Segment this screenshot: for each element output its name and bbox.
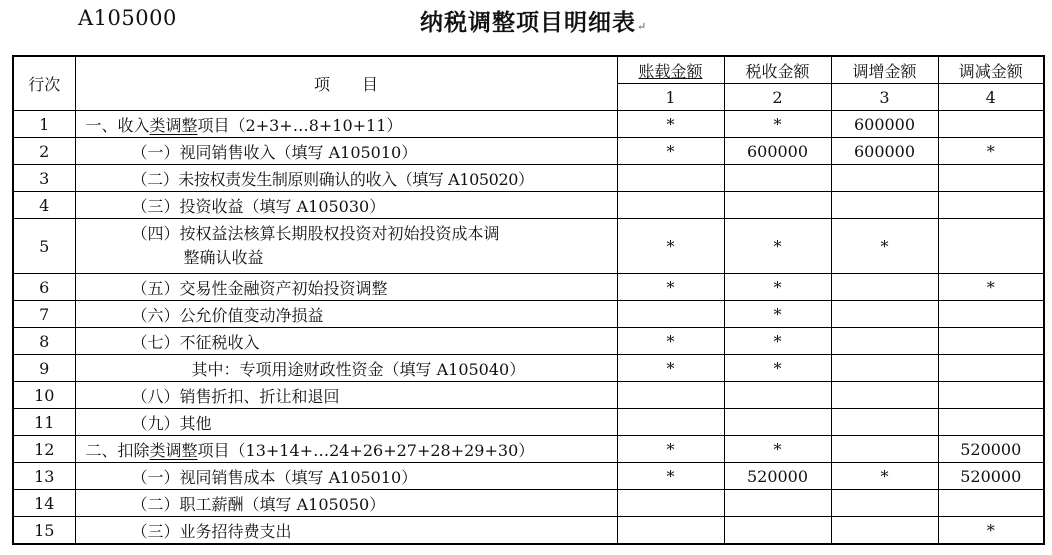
row-item: （六）公允价值变动净损益 xyxy=(75,301,617,328)
row-item-line1: （四）按权益法核算长期股权投资对初始投资成本调 xyxy=(131,224,500,243)
cell-book: * xyxy=(617,463,724,490)
col-header-row-no: 行次 xyxy=(13,56,75,111)
cell-tax xyxy=(724,517,831,545)
cell-book xyxy=(617,490,724,517)
col-number-decrease: 4 xyxy=(938,84,1044,111)
col-header-increase: 调增金额 xyxy=(831,56,938,84)
cell-decrease xyxy=(938,382,1044,409)
cell-book xyxy=(617,517,724,545)
cell-book xyxy=(617,301,724,328)
row-item-underlined: 类调整 xyxy=(149,115,198,135)
header-row xyxy=(13,56,1044,84)
table-row xyxy=(13,219,1044,274)
row-number: 11 xyxy=(13,409,75,436)
cell-tax: 520000 xyxy=(724,463,831,490)
cell-book: * xyxy=(617,219,724,274)
cell-increase xyxy=(831,165,938,192)
row-number: 7 xyxy=(13,301,75,328)
row-item: （二）未按权责发生制原则确认的收入（填写 A105020） xyxy=(75,165,617,192)
cell-increase xyxy=(831,409,938,436)
table-row xyxy=(13,517,1044,545)
row-item-text: 一、收入 xyxy=(85,115,150,135)
cell-book: * xyxy=(617,355,724,382)
cell-increase xyxy=(831,382,938,409)
row-number: 1 xyxy=(13,111,75,138)
row-item xyxy=(75,219,617,274)
cell-book xyxy=(617,165,724,192)
table-row xyxy=(13,463,1044,490)
cell-decrease xyxy=(938,192,1044,219)
cell-decrease: * xyxy=(938,138,1044,165)
row-number: 10 xyxy=(13,382,75,409)
col-header-decrease: 调减金额 xyxy=(938,56,1044,84)
col-number-tax: 2 xyxy=(724,84,831,111)
row-item: （九）其他 xyxy=(75,409,617,436)
cell-book: * xyxy=(617,328,724,355)
row-number: 4 xyxy=(13,192,75,219)
row-item: （二）职工薪酬（填写 A105050） xyxy=(75,490,617,517)
row-number: 12 xyxy=(13,436,75,463)
cell-increase: * xyxy=(831,463,938,490)
row-number: 8 xyxy=(13,328,75,355)
table-row xyxy=(13,165,1044,192)
cell-tax: * xyxy=(724,301,831,328)
cell-tax: * xyxy=(724,274,831,301)
cell-increase xyxy=(831,517,938,545)
row-number: 14 xyxy=(13,490,75,517)
cell-increase xyxy=(831,274,938,301)
cell-increase xyxy=(831,436,938,463)
cell-increase xyxy=(831,328,938,355)
table-row xyxy=(13,328,1044,355)
cell-tax: * xyxy=(724,436,831,463)
cell-increase xyxy=(831,355,938,382)
cell-book: * xyxy=(617,436,724,463)
row-item-text-tail: 项目（13+14+…24+26+27+28+29+30） xyxy=(197,440,535,460)
cell-increase xyxy=(831,490,938,517)
row-item xyxy=(75,111,617,138)
row-item-underlined: 类调整 xyxy=(149,440,198,460)
cell-increase xyxy=(831,192,938,219)
cell-tax xyxy=(724,192,831,219)
cell-decrease xyxy=(938,219,1044,274)
cell-decrease xyxy=(938,490,1044,517)
row-item: （三）投资收益（填写 A105030） xyxy=(75,192,617,219)
cell-increase: 600000 xyxy=(831,111,938,138)
cell-tax xyxy=(724,409,831,436)
row-number: 5 xyxy=(13,219,75,274)
row-item-line2: 整确认收益 xyxy=(183,248,264,267)
cell-decrease xyxy=(938,301,1044,328)
cell-book xyxy=(617,382,724,409)
row-item: （八）销售折扣、折让和退回 xyxy=(75,382,617,409)
row-item: （七）不征税收入 xyxy=(75,328,617,355)
row-item: （一）视同销售收入（填写 A105010） xyxy=(75,138,617,165)
form-code: A105000 xyxy=(78,6,177,30)
cell-decrease xyxy=(938,328,1044,355)
row-item-text-tail: 项目（2+3+…8+10+11） xyxy=(197,115,403,135)
row-number: 2 xyxy=(13,138,75,165)
table-row xyxy=(13,192,1044,219)
row-item: （一）视同销售成本（填写 A105010） xyxy=(75,463,617,490)
adjustment-table xyxy=(12,55,1045,545)
table-row xyxy=(13,436,1044,463)
cell-decrease: * xyxy=(938,274,1044,301)
cell-tax xyxy=(724,490,831,517)
cell-decrease xyxy=(938,409,1044,436)
cell-decrease xyxy=(938,355,1044,382)
cell-book: * xyxy=(617,274,724,301)
row-item: （五）交易性金融资产初始投资调整 xyxy=(75,274,617,301)
cell-book xyxy=(617,409,724,436)
cell-book: * xyxy=(617,111,724,138)
form-title-text: 纳税调整项目明细表 xyxy=(420,9,636,36)
table-row xyxy=(13,111,1044,138)
row-number: 13 xyxy=(13,463,75,490)
table-row xyxy=(13,409,1044,436)
cell-decrease: 520000 xyxy=(938,436,1044,463)
cell-tax: 600000 xyxy=(724,138,831,165)
table-row xyxy=(13,490,1044,517)
cell-tax: * xyxy=(724,219,831,274)
row-number: 3 xyxy=(13,165,75,192)
form-header xyxy=(0,0,1052,48)
col-header-book: 账载金额 xyxy=(617,56,724,84)
row-number: 15 xyxy=(13,517,75,545)
cell-tax: * xyxy=(724,328,831,355)
cell-tax xyxy=(724,165,831,192)
table-row xyxy=(13,274,1044,301)
cell-decrease: * xyxy=(938,517,1044,545)
table-row xyxy=(13,301,1044,328)
cell-tax: * xyxy=(724,111,831,138)
table-row xyxy=(13,382,1044,409)
cell-decrease xyxy=(938,111,1044,138)
cell-book: * xyxy=(617,138,724,165)
cell-increase: * xyxy=(831,219,938,274)
cell-decrease: 520000 xyxy=(938,463,1044,490)
row-item: 其中：专项用途财政性资金（填写 A105040） xyxy=(75,355,617,382)
col-header-tax: 税收金额 xyxy=(724,56,831,84)
row-item xyxy=(75,436,617,463)
row-item: （三）业务招待费支出 xyxy=(75,517,617,545)
row-item-text: 二、扣除 xyxy=(85,440,150,460)
col-number-book: 1 xyxy=(617,84,724,111)
table-row xyxy=(13,355,1044,382)
cell-tax: * xyxy=(724,355,831,382)
form-title xyxy=(420,4,647,37)
cell-tax xyxy=(724,382,831,409)
row-number: 9 xyxy=(13,355,75,382)
cell-increase: 600000 xyxy=(831,138,938,165)
col-number-increase: 3 xyxy=(831,84,938,111)
table-row xyxy=(13,138,1044,165)
row-number: 6 xyxy=(13,274,75,301)
paragraph-mark-icon: ↵ xyxy=(637,20,648,33)
col-header-item: 项 目 xyxy=(75,56,617,111)
cell-decrease xyxy=(938,165,1044,192)
cell-book xyxy=(617,192,724,219)
cell-increase xyxy=(831,301,938,328)
